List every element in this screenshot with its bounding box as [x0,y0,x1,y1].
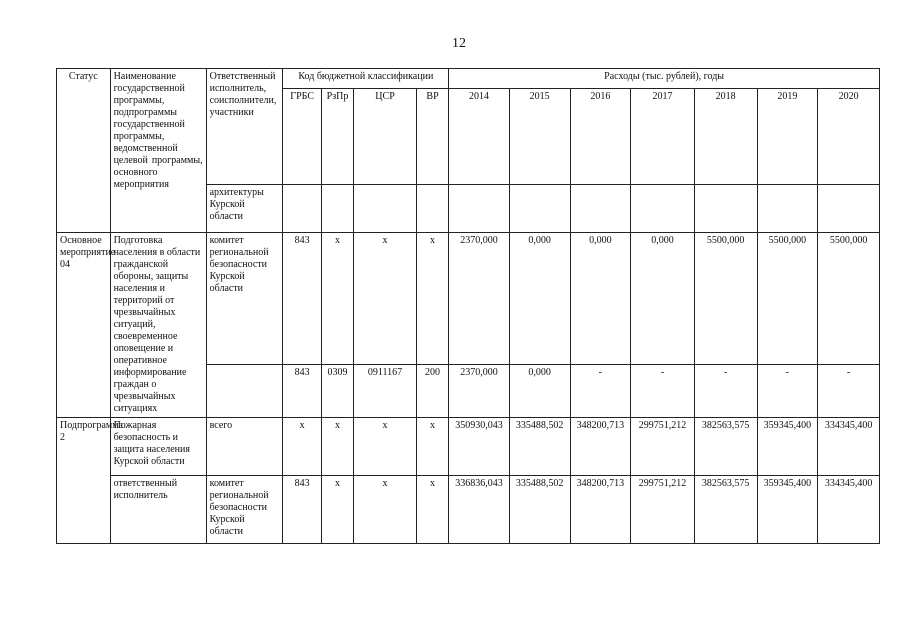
name-header: Наименование государственной программы, подпрограммы государственной программы, ведомственной целевой программы, основного мероприятия [110,69,206,233]
vr-cell: х [416,476,448,544]
value-cell: 299751,212 [631,418,695,476]
name-cell: Пожарная безопасность и защита населения Курской области [110,418,206,476]
value-cell: 299751,212 [631,476,695,544]
grbs-cell: 843 [283,233,321,365]
status-cell: Основное мероприятие 04 [57,233,111,418]
grbs-cell: 843 [283,364,321,418]
value-cell: 5500,000 [694,233,757,365]
value-cell: 348200,713 [570,418,631,476]
header-row [57,69,880,89]
value-cell: 5500,000 [757,233,818,365]
value-cell: - [694,364,757,418]
responsible-cell: всего [206,418,283,476]
value-cell: 2370,000 [449,364,510,418]
grbs-cell: х [283,418,321,476]
value-cell: 0,000 [570,233,631,365]
value-cell: 0,000 [509,233,570,365]
name-cell: Подготовка населения в области гражданской обороны, защиты населения и территорий от чрезвычайных ситуаций, своевременное оповещение и оперативное информирование граждан о чрезвычайных ситуациях [110,233,206,418]
rzpr-cell: х [321,233,353,365]
csr-cell: х [354,418,417,476]
vr-header: ВР [416,89,448,185]
year-header: 2016 [570,89,631,185]
value-cell: - [757,364,818,418]
budget-table [56,68,880,544]
rzpr-header: РзПр [321,89,353,185]
csr-header: ЦСР [354,89,417,185]
csr-cell: х [354,476,417,544]
role-label-cell: ответственный исполнитель [110,476,206,544]
year-header: 2018 [694,89,757,185]
vr-cell: х [416,233,448,365]
status-header: Статус [57,69,111,233]
value-cell: 350930,043 [449,418,510,476]
table-row [57,418,880,476]
vr-cell: х [416,418,448,476]
table-row [57,233,880,365]
value-cell: 382563,575 [694,418,757,476]
value-cell: 335488,502 [509,476,570,544]
value-cell: 334345,400 [818,418,880,476]
budget-code-header: Код бюджетной классификации [283,69,449,89]
value-cell: 359345,400 [757,476,818,544]
vr-cell: 200 [416,364,448,418]
csr-cell: 0911167 [354,364,417,418]
value-cell: 335488,502 [509,418,570,476]
responsible-header: Ответственный исполнитель, соисполнители, участники [206,69,283,185]
year-header: 2017 [631,89,695,185]
responsible-cell: комитет региональной безопасности Курской области [206,233,283,365]
grbs-header: ГРБС [283,89,321,185]
rzpr-cell: х [321,476,353,544]
value-cell: 336836,043 [449,476,510,544]
csr-cell: х [354,233,417,365]
rzpr-cell: х [321,418,353,476]
year-header: 2014 [449,89,510,185]
responsible-cell: комитет региональной безопасности Курской области [206,476,283,544]
value-cell: - [818,364,880,418]
value-cell: 348200,713 [570,476,631,544]
value-cell: 2370,000 [449,233,510,365]
responsible-cell [206,364,283,418]
value-cell: - [570,364,631,418]
value-cell: 334345,400 [818,476,880,544]
year-header: 2019 [757,89,818,185]
value-cell: 5500,000 [818,233,880,365]
expenses-header: Расходы (тыс. рублей), годы [449,69,880,89]
year-header: 2020 [818,89,880,185]
value-cell: 0,000 [509,364,570,418]
continuation-responsible: архитектуры Курской области [206,185,283,233]
value-cell: - [631,364,695,418]
status-cell: Подпрограмма 2 [57,418,111,544]
value-cell: 0,000 [631,233,695,365]
grbs-cell: 843 [283,476,321,544]
page-number: 12 [452,36,466,51]
table-row [57,476,880,544]
year-header: 2015 [509,89,570,185]
rzpr-cell: 0309 [321,364,353,418]
value-cell: 382563,575 [694,476,757,544]
value-cell: 359345,400 [757,418,818,476]
